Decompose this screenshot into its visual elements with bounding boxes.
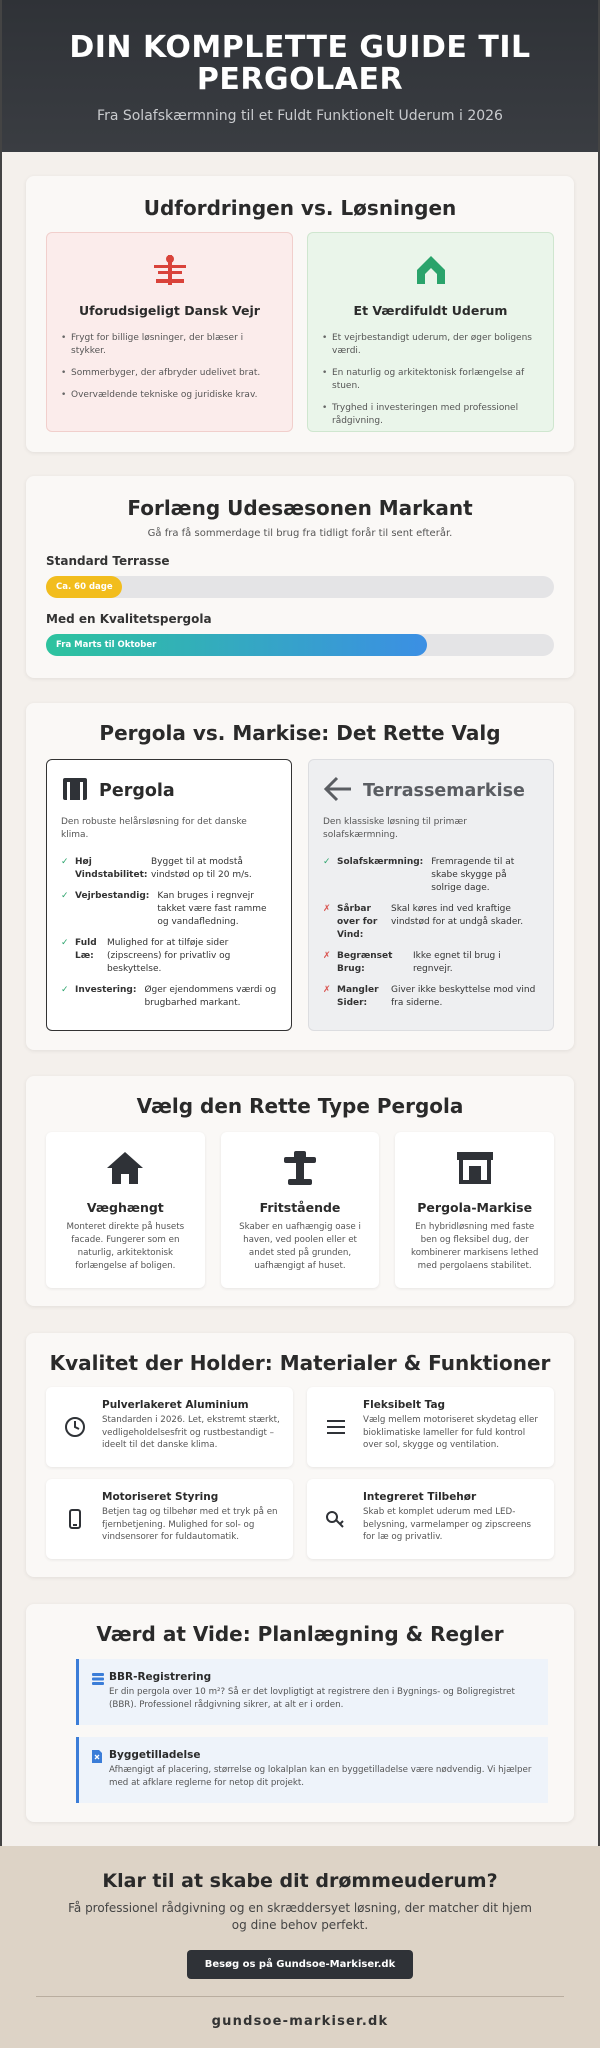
type-card-hybrid	[395, 1132, 554, 1288]
rule-desc: Er din pergola over 10 m²? Så er det lovpligtigt at registrere den i Bygnings- og Boligregistret (BBR). Professionel rådgivning sikrer, at alt er i orden.	[109, 1687, 515, 1710]
types-section	[26, 1076, 574, 1306]
check-icon: ✓	[61, 985, 69, 995]
type-name: Pergola-Markise	[417, 1200, 533, 1215]
footer-domain: gundsoe-markiser.dk	[211, 2014, 389, 2029]
list-item: • Tryghed i investeringen med professionel rådgivning.	[322, 402, 539, 428]
progress-fill-pergola: Fra Marts til Oktober	[46, 634, 427, 656]
pergola-name: Pergola	[99, 781, 175, 801]
quality-section	[26, 1333, 574, 1577]
phone-icon	[58, 1491, 92, 1547]
cross-icon: ✗	[323, 985, 331, 995]
progress-track-standard	[46, 576, 554, 598]
feature-row: ✓ Fuld Læ: Mulighed for at tilføje sider (zipscreens) for privatliv og beskyttelse.	[61, 938, 231, 974]
type-name: Fritstående	[259, 1200, 341, 1215]
rule-name: Byggetilladelse	[109, 1749, 201, 1761]
compare-section	[26, 703, 574, 1050]
cta-title: Klar til at skabe dit drømmeuderum?	[102, 1870, 498, 1892]
divider	[36, 1996, 564, 1997]
feature-row: ✓ Vejrbestandig: Kan bruges i regnvejr takket være fast ramme og vandafledning.	[61, 891, 267, 927]
feature-card	[46, 1387, 293, 1467]
list-item: • Frygt for billige løsninger, der blæser i stykker.	[61, 332, 278, 358]
pergola-icon	[61, 776, 89, 806]
check-icon: ✓	[323, 857, 331, 867]
rules-title: Værd at Vide: Planlægning & Regler	[96, 1622, 504, 1646]
rule-card-bbr	[76, 1659, 548, 1725]
bar-label-pergola: Med en Kvalitetspergola	[46, 612, 212, 626]
season-title: Forlæng Udesæsonen Markant	[127, 496, 473, 520]
cross-icon: ✗	[323, 951, 331, 961]
list-item: • Et vejrbestandigt uderum, der øger boligens værdi.	[322, 332, 539, 358]
type-name: Væghængt	[86, 1200, 164, 1215]
progress-track-pergola	[46, 634, 554, 656]
pergola-box	[46, 759, 292, 1031]
freestanding-icon	[221, 1148, 380, 1188]
markise-name: Terrassemarkise	[363, 781, 525, 801]
database-icon	[91, 1671, 105, 1690]
home-icon	[46, 1148, 205, 1188]
list-item: • En naturlig og arkitektonisk forlængelse af stuen.	[322, 367, 539, 393]
type-card-wall	[46, 1132, 205, 1288]
hero-header	[0, 0, 600, 152]
quality-title: Kvalitet der Holder: Materialer & Funktioner	[49, 1351, 551, 1375]
problem-box	[46, 232, 293, 432]
feature-card	[307, 1479, 554, 1559]
feature-desc: Betjen tag og tilbehør med et tryk på en fjernbetjening. Mulighed for sol- og vindsensorer for fuldautomatik.	[102, 1507, 278, 1542]
feature-desc: Standarden i 2026. Let, ekstremt stærkt, vedligeholdelsesfrit og rustbestandigt – ideelt til det danske klima.	[102, 1415, 280, 1450]
scale-icon	[61, 251, 278, 289]
feature-card	[307, 1387, 554, 1467]
type-card-freestanding	[221, 1132, 380, 1288]
markise-desc: Den klassiske løsning til primær solafskærmning.	[323, 817, 467, 840]
feature-row: ✗ Sårbar over for Vind: Skal køres ind ved kraftige vindstød for at undgå skader.	[323, 904, 524, 940]
feature-row: ✓ Solafskærmning: Fremragende til at skabe skygge på solrige dage.	[323, 857, 515, 893]
solution-box	[307, 232, 554, 432]
cta-footer	[0, 1846, 600, 2048]
types-title: Vælg den Rette Type Pergola	[136, 1094, 464, 1118]
season-subtitle: Gå fra få sommerdage til brug fra tidligt forår til sent efterår.	[147, 528, 453, 539]
pergola-desc: Den robuste helårsløsning for det danske klima.	[61, 817, 247, 840]
progress-fill-standard: Ca. 60 dage	[46, 576, 122, 598]
feature-name: Motoriseret Styring	[102, 1491, 219, 1503]
rule-card-permit	[76, 1737, 548, 1803]
rule-desc: Afhængigt af placering, størrelse og lokalplan kan en byggetilladelse være nødvendig. Vi hjælper med at afklare reglerne for netop dit projekt.	[109, 1765, 532, 1788]
visit-site-button[interactable]: Besøg os på Gundsoe-Markiser.dk	[187, 1950, 413, 1979]
feature-row: ✓ Høj Vindstabilitet: Bygget til at modstå vindstød op til 20 m/s.	[61, 857, 252, 880]
type-desc: Skaber en uafhængig oase i haven, ved poolen eller et andet sted på grunden, uafhængigt af huset.	[239, 1222, 361, 1271]
menu-lines-icon	[319, 1399, 353, 1455]
feature-name: Pulverlakeret Aluminium	[102, 1399, 249, 1411]
check-icon: ✓	[61, 857, 69, 867]
type-desc: En hybridløsning med faste ben og fleksibel dug, der kombinerer markisens lethed med pergolaens stabilitet.	[411, 1222, 539, 1271]
title-line-2: PERGOLAER	[196, 62, 404, 97]
feature-name: Fleksibelt Tag	[363, 1399, 446, 1411]
feature-desc: Vælg mellem motoriseret skydetag eller bioklimatiske lameller for fuld kontrol over sol, skygge og ventilation.	[363, 1415, 538, 1450]
title-line-1: DIN KOMPLETTE GUIDE TIL	[69, 30, 531, 65]
store-icon	[395, 1148, 554, 1188]
challenge-title: Udfordringen vs. Løsningen	[143, 196, 457, 220]
key-icon	[319, 1491, 353, 1547]
page-title	[0, 32, 600, 96]
arrow-left-icon	[323, 776, 353, 806]
feature-card	[46, 1479, 293, 1559]
page-subtitle: Fra Solafskærmning til et Fuldt Funktionelt Uderum i 2026	[97, 108, 503, 124]
bar-label-standard: Standard Terrasse	[46, 554, 170, 568]
type-desc: Monteret direkte på husets facade. Fungerer som en naturlig, arkitektonisk forlængelse af boligen.	[66, 1222, 185, 1271]
list-item: • Overvældende tekniske og juridiske krav.	[61, 389, 278, 402]
challenge-section	[26, 176, 574, 452]
problem-heading: Uforudsigeligt Dansk Vejr	[79, 303, 260, 318]
feature-row: ✗ Begrænset Brug: Ikke egnet til brug i regnvejr.	[323, 951, 501, 974]
feature-desc: Skab et komplet uderum med LED-belysning, varmelamper og zipscreens for læ og privatliv.	[363, 1507, 531, 1542]
season-section	[26, 476, 574, 678]
document-icon	[91, 1749, 103, 1768]
check-icon: ✓	[61, 938, 69, 948]
house-arrow-icon	[322, 251, 539, 289]
markise-box	[308, 759, 554, 1031]
rule-name: BBR-Registrering	[109, 1671, 212, 1683]
check-icon: ✓	[61, 891, 69, 901]
solution-heading: Et Værdifuldt Uderum	[353, 303, 508, 318]
feature-row: ✓ Investering: Øger ejendommens værdi og brugbarhed markant.	[61, 985, 277, 1008]
cta-text: Få professionel rådgivning og en skræddersyet løsning, der matcher dit hjem og dine behov perfekt.	[68, 1901, 532, 1932]
compare-title: Pergola vs. Markise: Det Rette Valg	[99, 721, 501, 745]
list-item: • Sommerbyger, der afbryder udelivet brat.	[61, 367, 278, 380]
feature-name: Integreret Tilbehør	[363, 1491, 477, 1503]
clock-icon	[58, 1399, 92, 1455]
cross-icon: ✗	[323, 904, 331, 914]
rules-section	[26, 1604, 574, 1822]
feature-row: ✗ Mangler Sider: Giver ikke beskyttelse mod vind fra siderne.	[323, 985, 536, 1008]
